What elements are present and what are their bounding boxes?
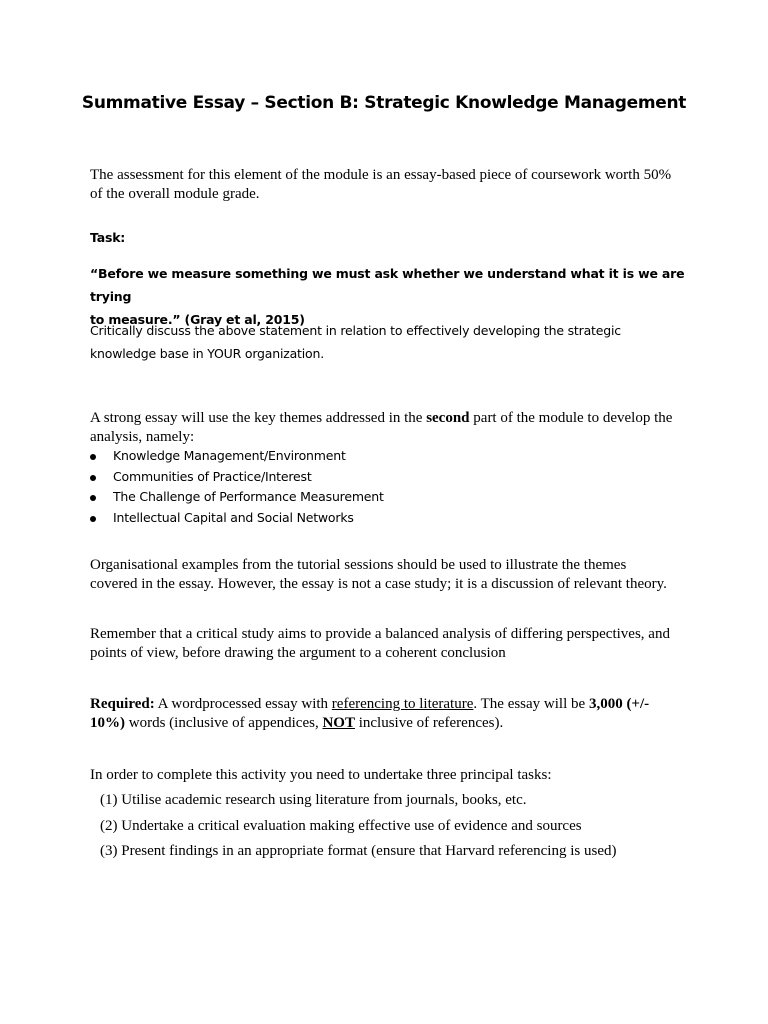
examples-line-1: Organisational examples from the tutorial sessions should be used to illustrate the themes	[90, 557, 627, 573]
tasks-intro: In order to complete this activity you need to undertake three principal tasks:	[90, 767, 552, 783]
list-item: Communities of Practice/Interest	[90, 467, 384, 488]
themes-intro	[90, 409, 690, 447]
quote-line-2: to measure.” (Gray et al, 2015)	[90, 312, 305, 327]
emphasis-second: second	[426, 410, 470, 426]
word-count: 3,000 (+/-	[588, 696, 650, 712]
bullet-icon	[90, 516, 96, 522]
intro-paragraph	[90, 166, 690, 204]
themes-intro-line-1: A strong essay will use the key themes addressed in the second part of the module to develop the	[90, 410, 673, 426]
examples-paragraph	[90, 556, 690, 594]
themes-intro-line-2: analysis, namely:	[90, 429, 195, 445]
themes-list	[90, 446, 384, 528]
required-paragraph	[90, 695, 690, 733]
not-emphasis: NOT	[322, 715, 355, 731]
document-title: Summative Essay – Section B: Strategic Knowledge Management	[81, 93, 687, 113]
required-line-2: 10%) words (inclusive of appendices, NOT inclusive of references).	[90, 715, 504, 731]
remember-line-2: points of view, before drawing the argument to a coherent conclusion	[90, 645, 506, 661]
task-instruction	[90, 319, 690, 365]
bullet-icon	[90, 475, 96, 481]
list-item: The Challenge of Performance Measurement	[90, 487, 384, 508]
list-item: Intellectual Capital and Social Networks	[90, 508, 384, 529]
referencing-emphasis: referencing to literature	[331, 696, 474, 712]
bullet-icon	[90, 495, 96, 501]
task-item-1: (1) Utilise academic research using literature from journals, books, etc.	[100, 792, 527, 808]
list-item: Knowledge Management/Environment	[90, 446, 384, 467]
task-item-3: (3) Present findings in an appropriate format (ensure that Harvard referencing is used)	[100, 843, 617, 859]
remember-paragraph	[90, 625, 690, 663]
required-label: Required:	[90, 696, 155, 712]
required-line-1: Required: A wordprocessed essay with referencing to literature. The essay will be 3,000 (+/-	[90, 696, 650, 712]
remember-line-1: Remember that a critical study aims to provide a balanced analysis of differing perspectives, and	[90, 626, 670, 642]
task-item-2: (2) Undertake a critical evaluation making effective use of evidence and sources	[100, 818, 582, 834]
intro-line-1: The assessment for this element of the module is an essay-based piece of coursework worth 50%	[90, 167, 672, 183]
instruction-line-2: knowledge base in YOUR organization.	[90, 346, 324, 361]
task-heading: Task:	[90, 230, 126, 245]
quote-line-1: “Before we measure something we must ask whether we understand what it is we are trying	[90, 266, 685, 304]
bullet-icon	[90, 454, 96, 460]
instruction-line-1: Critically discuss the above statement in relation to effectively developing the strategic	[90, 323, 621, 338]
examples-line-2: covered in the essay. However, the essay is not a case study; it is a discussion of relevant theory.	[90, 576, 667, 592]
intro-line-2: of the overall module grade.	[90, 186, 260, 202]
